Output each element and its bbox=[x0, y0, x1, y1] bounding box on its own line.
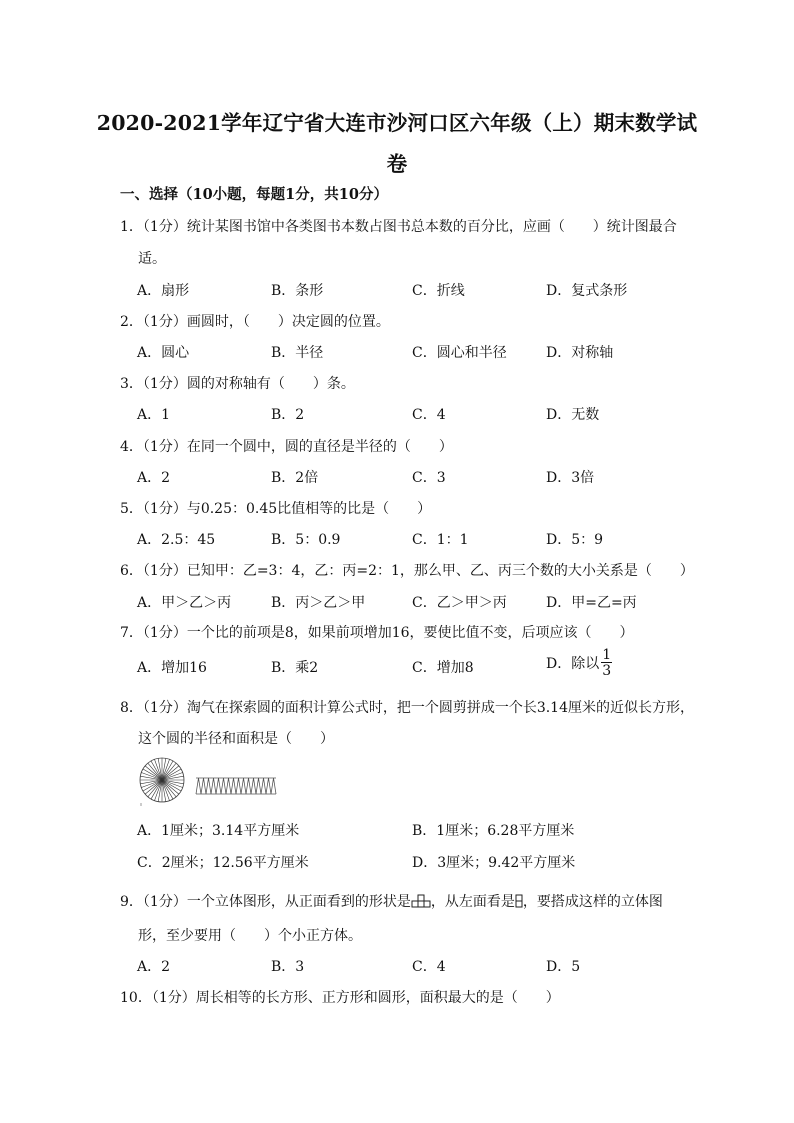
question-1-option-d: D．复式条形 bbox=[546, 283, 628, 299]
circle-to-rectangle-figure bbox=[138, 756, 280, 808]
question-10-stem: 10．（1分）周长相等的长方形、正方形和圆形，面积最大的是（ ） bbox=[120, 990, 560, 1006]
question-1-option-b: B．条形 bbox=[271, 283, 324, 299]
question-2-option-a: A．圆心 bbox=[137, 345, 190, 361]
question-9-option-d: D．5 bbox=[546, 959, 581, 975]
question-3-option-d: D．无数 bbox=[546, 407, 600, 423]
question-6-stem: 6．（1分）已知甲：乙=3：4，乙：丙=2：1，那么甲、乙、丙三个数的大小关系是（ ） bbox=[120, 563, 694, 579]
question-4-option-c: C．3 bbox=[412, 470, 446, 486]
approx-rectangle-icon bbox=[196, 778, 276, 794]
question-5-option-c: C．1：1 bbox=[412, 532, 469, 548]
question-6-option-b: B．丙＞乙＞甲 bbox=[271, 595, 366, 611]
question-9-stem bbox=[120, 891, 663, 911]
question-3-option-c: C．4 bbox=[412, 407, 446, 423]
question-4-stem: 4．（1分）在同一个圆中，圆的直径是半径的（ ） bbox=[120, 439, 453, 455]
question-6-option-c: C．乙＞甲＞丙 bbox=[412, 595, 507, 611]
question-5-option-d: D．5：9 bbox=[546, 532, 604, 548]
question-9-option-a: A．2 bbox=[137, 959, 171, 975]
question-5-stem: 5．（1分）与0.25：0.45比值相等的比是（ ） bbox=[120, 501, 432, 517]
question-2-stem: 2．（1分）画圆时，（ ）决定圆的位置。 bbox=[120, 314, 390, 330]
fraction bbox=[601, 648, 612, 678]
question-6-option-a: A．甲＞乙＞丙 bbox=[137, 595, 232, 611]
question-6-option-d: D．甲=乙=丙 bbox=[546, 595, 637, 611]
question-9-stem-part2: ，从左面看是 bbox=[430, 894, 515, 910]
question-2-option-c: C．圆心和半径 bbox=[412, 345, 507, 361]
question-1-cont: 适。 bbox=[138, 251, 166, 267]
question-7-option-c: C．增加8 bbox=[412, 660, 474, 676]
question-7-option-a: A．增加16 bbox=[137, 660, 207, 676]
question-9-option-b: B．3 bbox=[271, 959, 305, 975]
question-3-stem: 3．（1分）圆的对称轴有（ ）条。 bbox=[120, 376, 355, 392]
question-5-option-a: A．2.5：45 bbox=[137, 532, 216, 548]
question-8-option-b: B．1厘米；6.28平方厘米 bbox=[412, 823, 575, 839]
sector-circle-icon bbox=[140, 758, 184, 802]
page-title-line2: 卷 bbox=[386, 152, 408, 176]
question-4-option-d: D．3倍 bbox=[546, 470, 595, 486]
question-9-option-c: C．4 bbox=[412, 959, 446, 975]
question-1-option-a: A．扇形 bbox=[137, 283, 190, 299]
fraction-numerator: 1 bbox=[602, 647, 612, 663]
question-9-stem-part1: 9．（1分）一个立体图形，从正面看到的形状是 bbox=[120, 894, 411, 910]
question-4-option-a: A．2 bbox=[137, 470, 171, 486]
question-8-stem: 8．（1分）淘气在探索圆的面积计算公式时，把一个圆剪拼成一个长3.14厘米的近似长方形， bbox=[120, 700, 694, 716]
question-2-option-d: D．对称轴 bbox=[546, 345, 614, 361]
section-heading: 一、选择（10小题，每题1分，共10分） bbox=[120, 186, 388, 203]
question-5-option-b: B．5：0.9 bbox=[271, 532, 341, 548]
question-8-cont: 这个圆的半径和面积是（ ） bbox=[138, 731, 334, 747]
question-3-option-b: B．2 bbox=[271, 407, 305, 423]
question-4-option-b: B．2倍 bbox=[271, 470, 319, 486]
question-7-option-d-label: D．除以 bbox=[546, 656, 600, 672]
left-view-icon bbox=[515, 894, 523, 908]
question-2-option-b: B．半径 bbox=[271, 345, 324, 361]
question-9-cont: 形，至少要用（ ）个小正方体。 bbox=[138, 928, 362, 944]
question-3-option-a: A．1 bbox=[137, 407, 171, 423]
question-8-option-c: C．2厘米；12.56平方厘米 bbox=[137, 855, 309, 871]
fraction-denominator: 3 bbox=[602, 663, 612, 679]
page-title-line1: 2020-2021学年辽宁省大连市沙河口区六年级（上）期末数学试 bbox=[96, 111, 698, 135]
front-view-icon bbox=[411, 894, 431, 908]
question-1-stem: 1．（1分）统计某图书馆中各类图书本数占图书总本数的百分比，应画（ ）统计图最合 bbox=[120, 219, 677, 235]
question-8-option-a: A．1厘米；3.14平方厘米 bbox=[137, 823, 300, 839]
question-7-option-b: B．乘2 bbox=[271, 660, 319, 676]
question-8-option-d: D．3厘米；9.42平方厘米 bbox=[412, 855, 576, 871]
question-7-stem: 7．（1分）一个比的前项是8，如果前项增加16，要使比值不变，后项应该（ ） bbox=[120, 625, 634, 641]
question-9-stem-part3: ，要搭成这样的立体图 bbox=[522, 894, 663, 910]
question-7-option-d bbox=[546, 648, 612, 678]
question-1-option-c: C．折线 bbox=[412, 283, 465, 299]
